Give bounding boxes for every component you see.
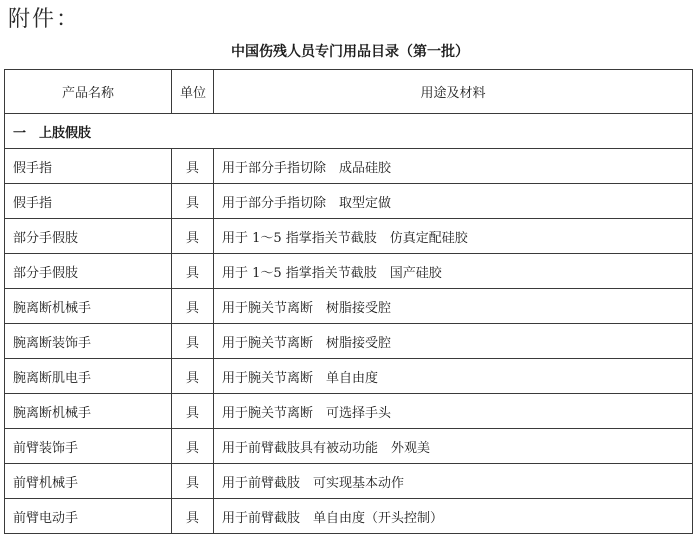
column-header-name: 产品名称: [5, 70, 172, 114]
product-catalog-table: [4, 69, 693, 534]
section-row: [5, 114, 693, 149]
usage-cell: 用于部分手指切除 成品硅胶: [214, 149, 693, 184]
product-name-cell: 腕离断机械手: [5, 394, 172, 429]
column-header-usage: 用途及材料: [214, 70, 693, 114]
product-name-cell: 部分手假肢: [5, 219, 172, 254]
usage-cell: 用于前臂截肢 可实现基本动作: [214, 464, 693, 499]
product-name-cell: 腕离断机械手: [5, 289, 172, 324]
product-name-cell: 前臂装饰手: [5, 429, 172, 464]
usage-cell: 用于前臂截肢具有被动功能 外观美: [214, 429, 693, 464]
usage-cell: 用于腕关节离断 单自由度: [214, 359, 693, 394]
table-row: [5, 464, 693, 499]
table-header-row: [5, 70, 693, 114]
unit-cell: 具: [172, 394, 214, 429]
product-name-cell: 假手指: [5, 184, 172, 219]
unit-cell: 具: [172, 429, 214, 464]
product-name-cell: 部分手假肢: [5, 254, 172, 289]
attachment-label: 附件：: [8, 7, 81, 32]
usage-cell: 用于部分手指切除 取型定做: [214, 184, 693, 219]
unit-cell: 具: [172, 184, 214, 219]
section-label: 上肢假肢: [39, 125, 92, 141]
table-row: [5, 394, 693, 429]
table-row: [5, 499, 693, 534]
unit-cell: 具: [172, 219, 214, 254]
product-name-cell: 前臂机械手: [5, 464, 172, 499]
table-row: [5, 289, 693, 324]
table-row: [5, 149, 693, 184]
column-header-unit: 单位: [172, 70, 214, 114]
unit-cell: 具: [172, 499, 214, 534]
unit-cell: 具: [172, 324, 214, 359]
section-number: 一: [13, 125, 27, 141]
table-row: [5, 359, 693, 394]
usage-cell: 用于 1～5 指掌指关节截肢 国产硅胶: [214, 254, 693, 289]
usage-cell: 用于前臂截肢 单自由度（开头控制）: [214, 499, 693, 534]
usage-cell: 用于腕关节离断 可选择手头: [214, 394, 693, 429]
unit-cell: 具: [172, 289, 214, 324]
table-row: [5, 429, 693, 464]
unit-cell: 具: [172, 359, 214, 394]
product-name-cell: 假手指: [5, 149, 172, 184]
table-row: [5, 254, 693, 289]
product-name-cell: 腕离断装饰手: [5, 324, 172, 359]
document-title: 中国伤残人员专门用品目录（第一批）: [231, 44, 469, 60]
table-row: [5, 324, 693, 359]
product-name-cell: 腕离断肌电手: [5, 359, 172, 394]
usage-cell: 用于 1～5 指掌指关节截肢 仿真定配硅胶: [214, 219, 693, 254]
unit-cell: 具: [172, 254, 214, 289]
unit-cell: 具: [172, 149, 214, 184]
usage-cell: 用于腕关节离断 树脂接受腔: [214, 289, 693, 324]
unit-cell: 具: [172, 464, 214, 499]
table-row: [5, 219, 693, 254]
usage-cell: 用于腕关节离断 树脂接受腔: [214, 324, 693, 359]
table-row: [5, 184, 693, 219]
section-cell: [5, 114, 693, 149]
product-name-cell: 前臂电动手: [5, 499, 172, 534]
